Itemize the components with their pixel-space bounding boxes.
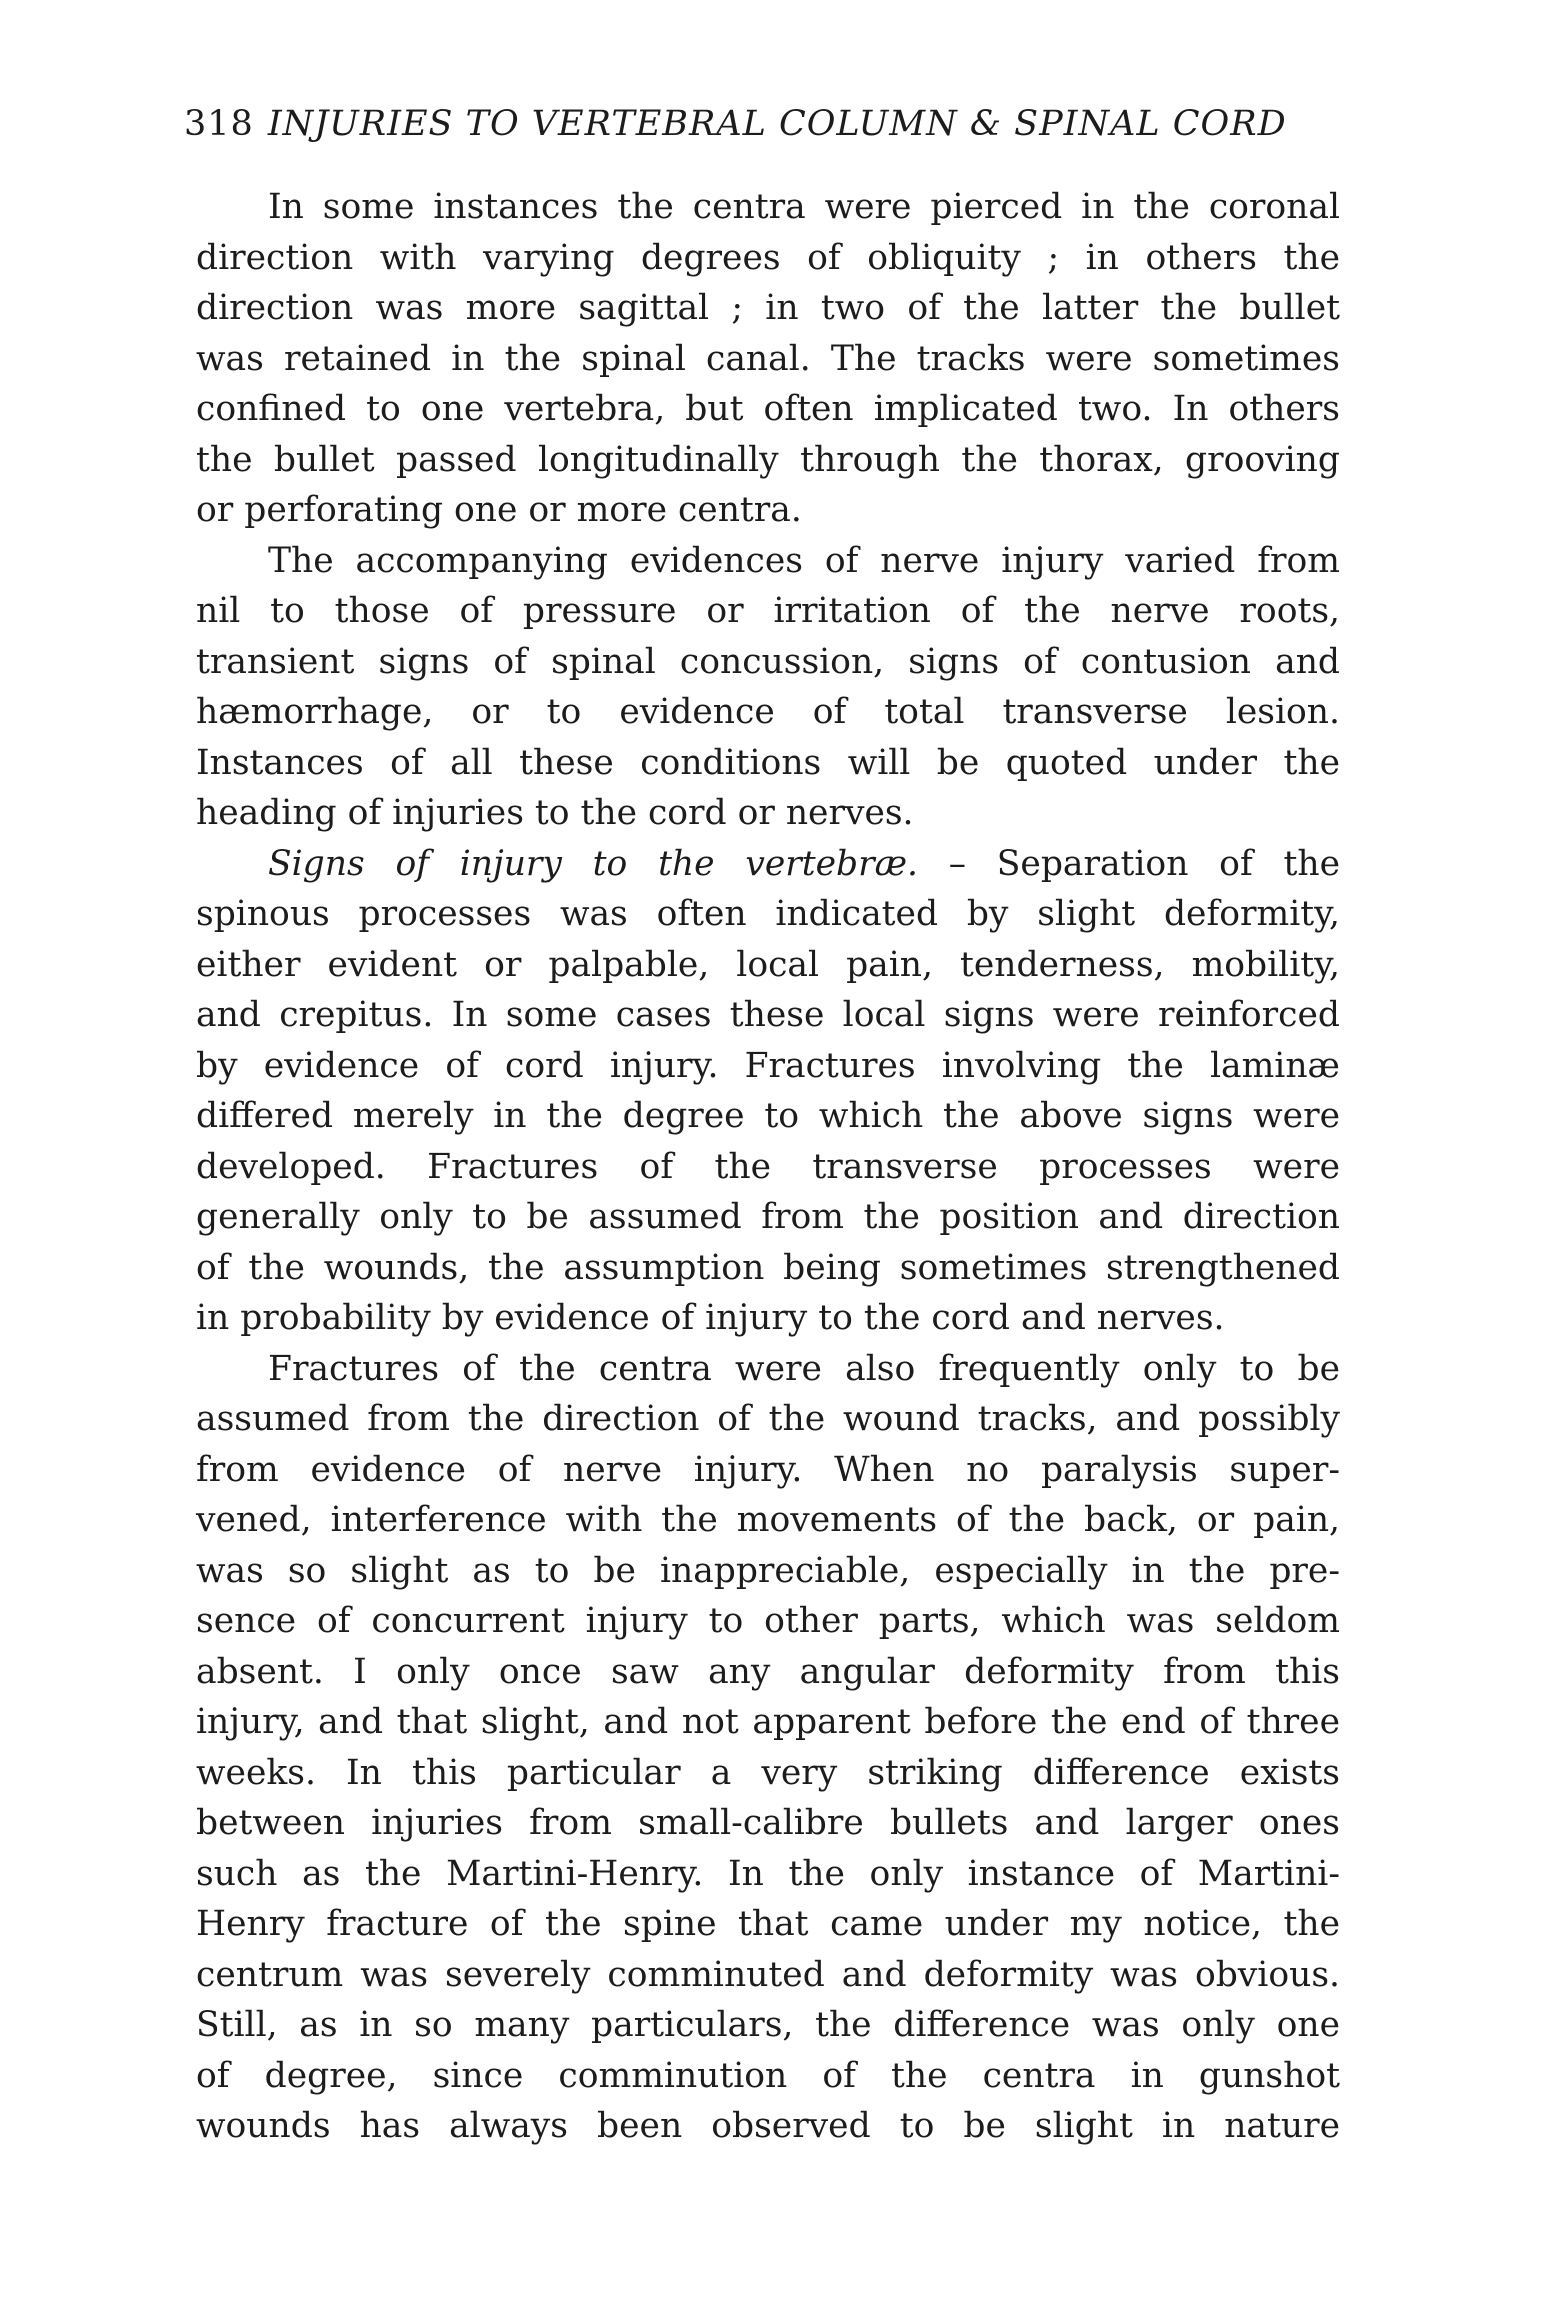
line-text: vened, interference with the movements of the back, or pain,: [196, 1500, 1340, 1540]
line-text: The accompanying evidences of nerve injury varied from: [268, 540, 1340, 581]
text-line: [196, 1647, 1340, 1698]
line-text: confined to one vertebra, but often implicated two. In others: [196, 389, 1340, 429]
text-line: [196, 687, 1340, 738]
line-text: nil to those of pressure or irritation of the nerve roots,: [196, 591, 1340, 631]
text-line: [196, 1394, 1340, 1445]
text-line: [196, 788, 1340, 839]
line-text: was retained in the spinal canal. The tracks were sometimes: [196, 338, 1340, 379]
line-text: transient signs of spinal concussion, signs of contusion and: [196, 641, 1340, 682]
italic-heading: Signs of injury to the vertebræ.: [268, 843, 918, 884]
chapter-title: INJURIES TO VERTEBRAL COLUMN & SPINAL CORD: [267, 104, 1287, 144]
text-line: [196, 1950, 1340, 2001]
line-text: In some instances the centra were pierced in the coronal: [268, 187, 1340, 227]
line-text: by evidence of cord injury. Fractures involving the laminæ: [196, 1045, 1340, 1086]
line-text: wounds has always been observed to be slight in nature: [196, 2106, 1340, 2146]
line-text: such as the Martini-Henry. In the only instance of Martini-: [196, 1853, 1340, 1894]
text-line: [196, 2000, 1340, 2051]
line-text: assumed from the direction of the wound tracks, and possibly: [196, 1399, 1340, 1439]
line-text: either evident or palpable, local pain, tenderness, mobility,: [196, 944, 1340, 985]
text-line: [196, 1243, 1340, 1294]
text-line: [196, 990, 1340, 1041]
text-line: [196, 839, 1340, 890]
page-number: 318: [184, 104, 254, 144]
line-text: direction with varying degrees of obliquity ; in others the: [196, 237, 1340, 278]
text-line: [196, 536, 1340, 587]
line-text: Fractures of the centra were also frequently only to be: [268, 1348, 1340, 1389]
text-line: [196, 637, 1340, 688]
line-text: differed merely in the degree to which the above signs were: [196, 1096, 1340, 1136]
text-line: [196, 1798, 1340, 1849]
text-line: [196, 1344, 1340, 1395]
text-line: [196, 1091, 1340, 1142]
text-line: [196, 1596, 1340, 1647]
line-text: – Separation of the: [917, 843, 1340, 884]
text-line: [196, 283, 1340, 334]
text-line: [196, 1192, 1340, 1243]
text-line: [196, 738, 1340, 789]
line-text: from evidence of nerve injury. When no paralysis super-: [196, 1449, 1340, 1490]
text-line: [196, 485, 1340, 536]
line-text: of degree, since comminution of the centra in gunshot: [196, 2055, 1340, 2096]
text-line: [196, 1546, 1340, 1597]
body-text: [196, 182, 1340, 2152]
text-line: [196, 1041, 1340, 1092]
running-head: [184, 104, 1354, 144]
line-text: between injuries from small-calibre bullets and larger ones: [196, 1803, 1340, 1843]
line-text: weeks. In this particular a very striking difference exists: [196, 1752, 1340, 1793]
text-line: [196, 334, 1340, 385]
line-text: of the wounds, the assumption being sometimes strengthened: [196, 1247, 1340, 1288]
text-line: [196, 1495, 1340, 1546]
text-line: [196, 1293, 1340, 1344]
text-line: [196, 1445, 1340, 1496]
line-text: Henry fracture of the spine that came under my notice, the: [196, 1904, 1340, 1944]
line-text: Instances of all these conditions will be quoted under the: [196, 742, 1340, 783]
text-line: [196, 1142, 1340, 1193]
line-text: injury, and that slight, and not apparent before the end of three: [196, 1702, 1340, 1742]
line-text: the bullet passed longitudinally through the thorax, grooving: [196, 439, 1340, 480]
text-line: [196, 1748, 1340, 1799]
line-text: heading of injuries to the cord or nerves.: [196, 793, 914, 833]
line-text: in probability by evidence of injury to the cord and nerves.: [196, 1298, 1225, 1338]
text-line: [196, 889, 1340, 940]
line-text: developed. Fractures of the transverse processes were: [196, 1146, 1340, 1187]
text-line: [196, 2101, 1340, 2152]
line-text: or perforating one or more centra.: [196, 490, 802, 530]
text-line: [196, 1697, 1340, 1748]
text-line: [196, 586, 1340, 637]
text-line: [196, 940, 1340, 991]
line-text: spinous processes was often indicated by slight deformity,: [196, 894, 1340, 934]
line-text: Still, as in so many particulars, the difference was only one: [196, 2005, 1340, 2045]
line-text: hæmorrhage, or to evidence of total transverse lesion.: [196, 692, 1340, 732]
line-text: direction was more sagittal ; in two of the latter the bullet: [196, 288, 1340, 328]
text-line: [196, 2051, 1340, 2102]
text-line: [196, 384, 1340, 435]
line-text: sence of concurrent injury to other parts, which was seldom: [196, 1601, 1340, 1641]
text-line: [196, 1849, 1340, 1900]
line-text: centrum was severely comminuted and deformity was obvious.: [196, 1954, 1340, 1995]
line-text: and crepitus. In some cases these local signs were reinforced: [196, 995, 1340, 1035]
text-line: [196, 1899, 1340, 1950]
text-line: [196, 233, 1340, 284]
line-text: was so slight as to be inappreciable, especially in the pre-: [196, 1550, 1340, 1591]
text-line: [196, 435, 1340, 486]
text-line: [196, 182, 1340, 233]
line-text: generally only to be assumed from the position and direction: [196, 1197, 1340, 1237]
line-text: absent. I only once saw any angular deformity from this: [196, 1651, 1340, 1692]
